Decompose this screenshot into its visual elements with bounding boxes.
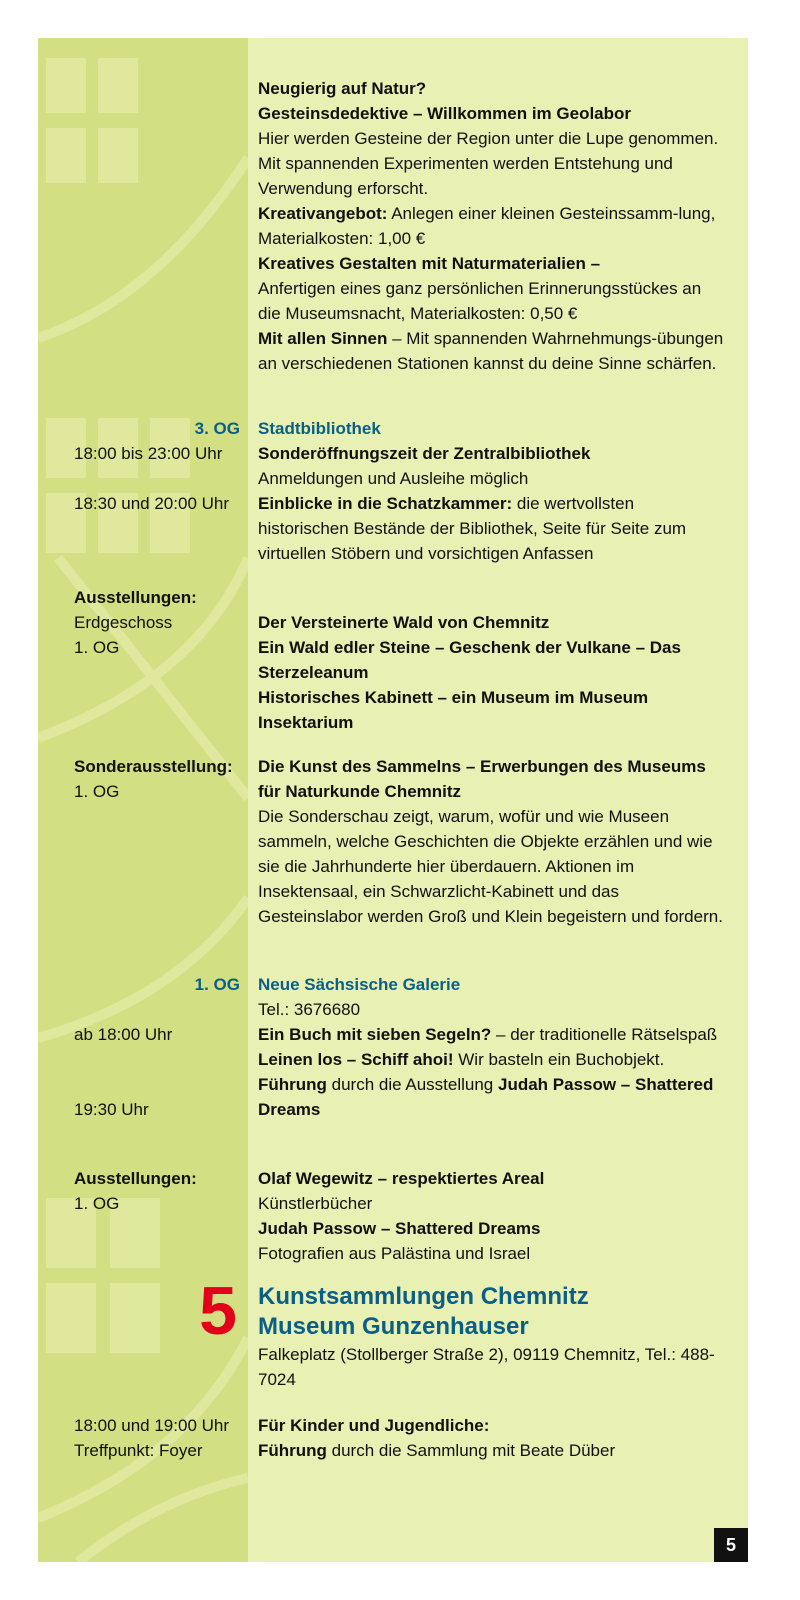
venue-kids-block bbox=[258, 1413, 728, 1463]
venue-block bbox=[258, 1282, 728, 1392]
venue-tour-a: Führung bbox=[258, 1441, 327, 1460]
exhibitions-list bbox=[258, 610, 728, 735]
intro-heading: Neugierig auf Natur? bbox=[258, 79, 427, 98]
geolab-title: Gesteinsdedektive – Willkommen im Geolabor bbox=[258, 104, 632, 123]
venue-meeting-point: Treffpunkt: Foyer bbox=[74, 1441, 203, 1460]
gallery-item-3-a: Führung bbox=[258, 1075, 327, 1094]
venue-number: 5 bbox=[199, 1273, 237, 1349]
kreativ-text: Anlegen einer kleinen Gesteinssamm-lung, Materialkosten: 1,00 € bbox=[258, 204, 716, 248]
gallery-item-1-title: Ein Buch mit sieben Segeln? bbox=[258, 1025, 492, 1044]
gallery-title: Neue Sächsische Galerie bbox=[258, 975, 461, 994]
exhibitions2-floor: 1. OG bbox=[74, 1194, 120, 1213]
special-block bbox=[258, 754, 728, 929]
exhibitions2-list bbox=[258, 1166, 728, 1266]
gallery-phone: Tel.: 3676680 bbox=[258, 1000, 361, 1019]
library-item-1-text: Anmeldungen und Ausleihe möglich bbox=[258, 469, 529, 488]
geolab-description: Hier werden Gesteine der Region unter die Lupe genommen. Mit spannenden Experimenten werden Entstehung und Verwendung erforscht. bbox=[258, 129, 719, 198]
exhibition-item: Ein Wald edler Steine – Geschenk der Vulkane – Das Sterzeleanum bbox=[258, 638, 681, 682]
exhibition2-item-2-title: Judah Passow – Shattered Dreams bbox=[258, 1219, 541, 1238]
gallery-item-2 bbox=[258, 1047, 728, 1072]
page-panel bbox=[38, 38, 748, 1562]
library-item-1 bbox=[258, 441, 728, 491]
venue-title-2: Museum Gunzenhauser bbox=[258, 1313, 529, 1340]
library-item-2 bbox=[258, 491, 728, 566]
exhibitions-floor-1: 1. OG bbox=[74, 638, 120, 657]
exhibition-item: Insektarium bbox=[258, 713, 354, 732]
exhibition2-item-1-title: Olaf Wegewitz – respektiertes Areal bbox=[258, 1169, 545, 1188]
library-item-2-text: die wertvollsten historischen Bestände der Bibliothek, Seite für Seite zum virtuellen Stöbern und vorsichtigen Anfassen bbox=[258, 494, 687, 563]
special-title: Die Kunst des Sammelns – Erwerbungen des Museums für Naturkunde Chemnitz bbox=[258, 757, 706, 801]
exhibition2-item-2-text: Fotografien aus Palästina und Israel bbox=[258, 1244, 531, 1263]
exhibitions-floor-ground: Erdgeschoss bbox=[74, 613, 173, 632]
venue-title-1: Kunstsammlungen Chemnitz bbox=[258, 1283, 589, 1310]
special-label: Sonderausstellung: bbox=[74, 757, 233, 776]
gallery-floor: 1. OG bbox=[194, 975, 240, 994]
venue-tour bbox=[258, 1438, 728, 1463]
page-number: 5 bbox=[714, 1528, 748, 1562]
gallery-item-3-c: Judah Passow – Shattered Dreams bbox=[258, 1075, 714, 1119]
kreativ-label: Kreativangebot: bbox=[258, 204, 388, 223]
gallery-item-1-text: – der traditionelle Rätselspaß bbox=[491, 1025, 718, 1044]
content bbox=[38, 38, 748, 1562]
library-time-1: 18:00 bis 23:00 Uhr bbox=[74, 444, 223, 463]
library-floor: 3. OG bbox=[194, 419, 240, 438]
gallery-time-2: 19:30 Uhr bbox=[74, 1100, 149, 1119]
exhibition-item: Der Versteinerte Wald von Chemnitz bbox=[258, 613, 550, 632]
venue-address: Falkeplatz (Stollberger Straße 2), 09119 Chemnitz, Tel.: 488-7024 bbox=[258, 1345, 715, 1389]
gallery-block bbox=[258, 972, 728, 1122]
exhibition-item: Historisches Kabinett – ein Museum im Museum bbox=[258, 688, 649, 707]
sinne-text: – Mit spannenden Wahrnehmungs-übungen an verschiedenen Stationen kannst du deine Sinne schärfen. bbox=[258, 329, 724, 373]
sinne-paragraph bbox=[258, 326, 728, 376]
special-floor: 1. OG bbox=[74, 782, 120, 801]
sinne-label: Mit allen Sinnen bbox=[258, 329, 388, 348]
library-item-1-title: Sonderöffnungszeit der Zentralbibliothek bbox=[258, 444, 591, 463]
venue-tour-b: durch die Sammlung mit Beate Düber bbox=[326, 1441, 616, 1460]
library-item-2-title: Einblicke in die Schatzkammer: bbox=[258, 494, 513, 513]
gallery-item-1 bbox=[258, 1022, 728, 1047]
gallery-time-1: ab 18:00 Uhr bbox=[74, 1025, 173, 1044]
special-text: Die Sonderschau zeigt, warum, wofür und wie Museen sammeln, welche Geschichten die Objekte erzählen und wie sie die Jahrhunderte hier überdauern. Aktionen im Insektensaal, ein Schwarzlicht-Kabinett und das Gesteinslabor werden Groß und Klein begeistern und fordern. bbox=[258, 807, 723, 926]
kreativ-paragraph bbox=[258, 201, 728, 251]
gallery-item-3-b: durch die Ausstellung bbox=[326, 1075, 498, 1094]
natur-title: Kreatives Gestalten mit Naturmaterialien – bbox=[258, 254, 601, 273]
gallery-item-3 bbox=[258, 1072, 728, 1122]
venue-time: 18:00 und 19:00 Uhr bbox=[74, 1416, 230, 1435]
library-time-2: 18:30 und 20:00 Uhr bbox=[74, 494, 230, 513]
exhibitions-label: Ausstellungen: bbox=[74, 588, 197, 607]
exhibition2-item-1-text: Künstlerbücher bbox=[258, 1194, 373, 1213]
gallery-item-2-title: Leinen los – Schiff ahoi! bbox=[258, 1050, 454, 1069]
library-title: Stadtbibliothek bbox=[258, 419, 381, 438]
natur-text: Anfertigen eines ganz persönlichen Erinnerungsstückes an die Museumsnacht, Materialkosten: 0,50 € bbox=[258, 279, 702, 323]
gallery-item-2-text: Wir basteln ein Buchobjekt. bbox=[453, 1050, 665, 1069]
exhibitions2-label: Ausstellungen: bbox=[74, 1169, 197, 1188]
intro-block bbox=[258, 76, 728, 376]
venue-kids-title: Für Kinder und Jugendliche: bbox=[258, 1416, 490, 1435]
